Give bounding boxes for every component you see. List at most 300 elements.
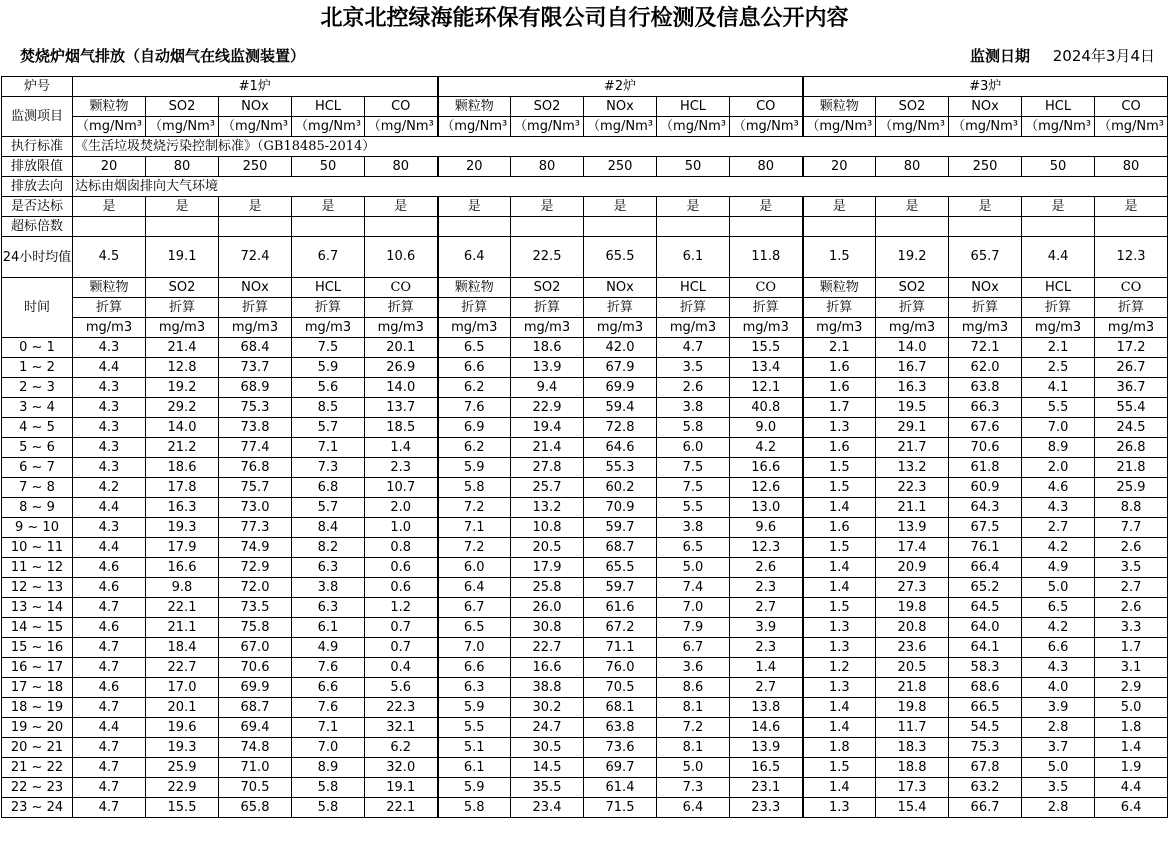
hour-value: 1.2 [365, 598, 438, 618]
hour-value: 4.9 [292, 638, 365, 658]
hour-value: 32.1 [365, 718, 438, 738]
hour-value: 76.1 [949, 538, 1022, 558]
compliant-value: 是 [876, 197, 949, 217]
hour-value: 21.4 [511, 438, 584, 458]
hour-value: 0.8 [365, 538, 438, 558]
hour-value: 5.8 [292, 778, 365, 798]
hour-value: 2.7 [1022, 518, 1095, 538]
exceed-value [365, 217, 438, 237]
hour-value: 6.5 [1022, 598, 1095, 618]
hour-value: 70.6 [949, 438, 1022, 458]
hour-value: 0.4 [365, 658, 438, 678]
table-row [2, 338, 1168, 358]
hour-value: 26.8 [1095, 438, 1168, 458]
hour-value: 7.0 [657, 598, 730, 618]
hour-value: 17.4 [876, 538, 949, 558]
hour-value: 65.5 [584, 558, 657, 578]
table-row [2, 738, 1168, 758]
hour-value: 76.8 [219, 458, 292, 478]
hour-value: 65.2 [949, 578, 1022, 598]
hour-value: 35.5 [511, 778, 584, 798]
hour-value: 73.0 [219, 498, 292, 518]
hour-value: 2.6 [730, 558, 803, 578]
hour-value: 6.6 [1022, 638, 1095, 658]
hour-value: 64.6 [584, 438, 657, 458]
hour-value: 5.8 [438, 798, 511, 818]
compliant-value: 是 [657, 197, 730, 217]
hour-value: 12.6 [730, 478, 803, 498]
hour-value: 1.4 [803, 498, 876, 518]
hour-value: 9.8 [146, 578, 219, 598]
unit-m3: mg/m3 [365, 318, 438, 338]
hour-value: 63.8 [949, 378, 1022, 398]
hour-value: 1.3 [803, 418, 876, 438]
hour-value: 7.0 [292, 738, 365, 758]
hour-value: 5.0 [657, 558, 730, 578]
hour-value: 64.3 [949, 498, 1022, 518]
hour-value: 65.8 [219, 798, 292, 818]
hour-value: 1.5 [803, 598, 876, 618]
hour-value: 5.0 [1022, 578, 1095, 598]
hour-value: 77.4 [219, 438, 292, 458]
limit-value: 20 [803, 157, 876, 177]
hour-value: 71.1 [584, 638, 657, 658]
hour-value: 6.7 [438, 598, 511, 618]
destination-label: 排放去向 [2, 177, 73, 197]
avg24-value: 19.1 [146, 237, 219, 278]
hour-value: 6.4 [657, 798, 730, 818]
hour-value: 64.5 [949, 598, 1022, 618]
time-label: 时间 [2, 278, 73, 338]
hour-value: 63.2 [949, 778, 1022, 798]
compliant-value: 是 [73, 197, 146, 217]
hour-value: 18.6 [511, 338, 584, 358]
hour-value: 60.2 [584, 478, 657, 498]
hour-value: 6.3 [292, 598, 365, 618]
hour-value: 55.3 [584, 458, 657, 478]
hour-value: 7.0 [1022, 418, 1095, 438]
compliant-value: 是 [584, 197, 657, 217]
table-row [2, 558, 1168, 578]
hour-value: 2.9 [1095, 678, 1168, 698]
hour-value: 4.3 [73, 418, 146, 438]
hour-value: 4.2 [730, 438, 803, 458]
hour-value: 66.4 [949, 558, 1022, 578]
hour-value: 5.9 [438, 778, 511, 798]
furnace-no-label: 炉号 [2, 77, 73, 97]
hour-value: 7.6 [292, 698, 365, 718]
exceed-value [73, 217, 146, 237]
hour-value: 13.7 [365, 398, 438, 418]
hour-value: 14.5 [511, 758, 584, 778]
table-row [2, 458, 1168, 478]
table-row [2, 538, 1168, 558]
hour-value: 69.7 [584, 758, 657, 778]
hour-value: 4.7 [73, 758, 146, 778]
convert-label: 折算 [292, 298, 365, 318]
unit-cell: （mg/Nm³ [949, 117, 1022, 137]
hour-value: 19.3 [146, 738, 219, 758]
hour-value: 19.1 [365, 778, 438, 798]
avg24-value: 19.2 [876, 237, 949, 278]
compliant-value: 是 [730, 197, 803, 217]
hour-range: 18 ~ 19 [2, 698, 73, 718]
hour-value: 71.0 [219, 758, 292, 778]
avg24-value: 11.8 [730, 237, 803, 278]
hour-value: 71.5 [584, 798, 657, 818]
hour-value: 16.6 [146, 558, 219, 578]
hour-value: 29.2 [146, 398, 219, 418]
hour-value: 21.2 [146, 438, 219, 458]
hour-value: 12.1 [730, 378, 803, 398]
hour-value: 6.9 [438, 418, 511, 438]
exceed-value [219, 217, 292, 237]
exceed-value [949, 217, 1022, 237]
pollutant-header: SO2 [146, 97, 219, 117]
hour-value: 2.6 [1095, 538, 1168, 558]
hour-value: 5.8 [657, 418, 730, 438]
hour-value: 6.1 [438, 758, 511, 778]
hour-value: 64.1 [949, 638, 1022, 658]
hour-value: 68.6 [949, 678, 1022, 698]
unit-m3: mg/m3 [146, 318, 219, 338]
hour-value: 8.1 [657, 738, 730, 758]
hour-value: 16.3 [876, 378, 949, 398]
hour-value: 2.7 [1095, 578, 1168, 598]
hour-value: 16.6 [511, 658, 584, 678]
hour-value: 4.3 [73, 438, 146, 458]
hour-range: 9 ~ 10 [2, 518, 73, 538]
avg24-value: 4.5 [73, 237, 146, 278]
hour-range: 15 ~ 16 [2, 638, 73, 658]
hour-value: 0.6 [365, 578, 438, 598]
hour-value: 15.5 [146, 798, 219, 818]
hour-value: 38.8 [511, 678, 584, 698]
hour-value: 19.3 [146, 518, 219, 538]
standard-label: 执行标准 [2, 137, 73, 157]
hour-value: 6.4 [438, 578, 511, 598]
limit-value: 250 [584, 157, 657, 177]
hour-value: 8.6 [657, 678, 730, 698]
hour-value: 25.9 [1095, 478, 1168, 498]
pollutant-subheader: 颗粒物 [73, 278, 146, 298]
hour-range: 20 ~ 21 [2, 738, 73, 758]
table-row [2, 598, 1168, 618]
hour-value: 1.4 [803, 558, 876, 578]
hour-value: 6.6 [292, 678, 365, 698]
exceed-value [876, 217, 949, 237]
hour-value: 72.0 [219, 578, 292, 598]
table-row [2, 358, 1168, 378]
limit-value: 50 [1022, 157, 1095, 177]
hour-value: 17.9 [511, 558, 584, 578]
pollutant-subheader: NOx [584, 278, 657, 298]
pollutant-header: NOx [219, 97, 292, 117]
pollutant-header: HCL [292, 97, 365, 117]
hour-value: 76.0 [584, 658, 657, 678]
compliant-value: 是 [949, 197, 1022, 217]
compliant-value: 是 [1095, 197, 1168, 217]
hour-value: 4.4 [73, 718, 146, 738]
limit-value: 20 [73, 157, 146, 177]
hour-value: 10.7 [365, 478, 438, 498]
hour-value: 4.1 [1022, 378, 1095, 398]
hour-value: 61.6 [584, 598, 657, 618]
hour-value: 70.6 [219, 658, 292, 678]
hour-value: 73.8 [219, 418, 292, 438]
limit-value: 80 [730, 157, 803, 177]
hour-value: 69.9 [219, 678, 292, 698]
hour-value: 1.4 [803, 778, 876, 798]
exceed-value [730, 217, 803, 237]
unit-cell: （mg/Nm³ [1095, 117, 1168, 137]
hour-value: 68.7 [219, 698, 292, 718]
hour-value: 21.8 [876, 678, 949, 698]
hour-value: 69.9 [584, 378, 657, 398]
unit-m3: mg/m3 [292, 318, 365, 338]
hour-value: 66.3 [949, 398, 1022, 418]
avg24-value: 10.6 [365, 237, 438, 278]
hour-value: 17.0 [146, 678, 219, 698]
limit-value: 80 [511, 157, 584, 177]
pollutant-header: CO [365, 97, 438, 117]
hour-value: 4.7 [73, 738, 146, 758]
hour-value: 77.3 [219, 518, 292, 538]
hour-value: 69.4 [219, 718, 292, 738]
hour-value: 66.5 [949, 698, 1022, 718]
unit-cell: （mg/Nm³ [219, 117, 292, 137]
hour-value: 55.4 [1095, 398, 1168, 418]
hour-value: 7.1 [292, 438, 365, 458]
pollutant-subheader: SO2 [876, 278, 949, 298]
hour-value: 19.8 [876, 698, 949, 718]
avg24-value: 1.5 [803, 237, 876, 278]
hour-value: 1.3 [803, 618, 876, 638]
hour-value: 4.2 [73, 478, 146, 498]
hour-value: 17.3 [876, 778, 949, 798]
hour-value: 26.0 [511, 598, 584, 618]
hour-value: 2.0 [365, 498, 438, 518]
hour-value: 18.8 [876, 758, 949, 778]
hour-value: 12.8 [146, 358, 219, 378]
unit-cell: （mg/Nm³ [803, 117, 876, 137]
hour-value: 68.1 [584, 698, 657, 718]
hour-value: 2.7 [730, 678, 803, 698]
hour-value: 74.9 [219, 538, 292, 558]
hour-value: 67.2 [584, 618, 657, 638]
hour-value: 25.7 [511, 478, 584, 498]
monitor-date [970, 46, 1155, 66]
hour-value: 3.9 [1022, 698, 1095, 718]
unit-cell: （mg/Nm³ [876, 117, 949, 137]
hour-value: 3.3 [1095, 618, 1168, 638]
hour-value: 4.6 [73, 678, 146, 698]
hour-value: 6.3 [438, 678, 511, 698]
hour-value: 1.3 [803, 798, 876, 818]
hour-range: 7 ~ 8 [2, 478, 73, 498]
hour-value: 2.1 [1022, 338, 1095, 358]
hour-value: 6.0 [657, 438, 730, 458]
hour-value: 30.5 [511, 738, 584, 758]
limit-value: 250 [949, 157, 1022, 177]
hour-value: 1.8 [803, 738, 876, 758]
hour-value: 22.3 [365, 698, 438, 718]
hour-range: 1 ~ 2 [2, 358, 73, 378]
limit-value: 80 [1095, 157, 1168, 177]
hour-value: 6.8 [292, 478, 365, 498]
hour-value: 26.9 [365, 358, 438, 378]
hour-value: 24.7 [511, 718, 584, 738]
hour-value: 6.5 [657, 538, 730, 558]
pollutant-subheader: 颗粒物 [803, 278, 876, 298]
hour-value: 18.3 [876, 738, 949, 758]
hour-value: 4.3 [73, 378, 146, 398]
hour-value: 21.1 [876, 498, 949, 518]
table-row [2, 658, 1168, 678]
hour-value: 3.7 [1022, 738, 1095, 758]
hour-value: 25.9 [146, 758, 219, 778]
limit-value: 50 [292, 157, 365, 177]
pollutant-header: NOx [949, 97, 1022, 117]
hour-value: 20.1 [146, 698, 219, 718]
limit-value: 80 [876, 157, 949, 177]
convert-label: 折算 [146, 298, 219, 318]
hour-value: 7.3 [657, 778, 730, 798]
hour-value: 1.4 [803, 698, 876, 718]
hour-range: 0 ~ 1 [2, 338, 73, 358]
hour-value: 6.1 [292, 618, 365, 638]
hour-value: 3.8 [657, 518, 730, 538]
hour-value: 4.7 [657, 338, 730, 358]
hour-value: 63.8 [584, 718, 657, 738]
hour-range: 13 ~ 14 [2, 598, 73, 618]
hour-value: 27.8 [511, 458, 584, 478]
hour-value: 23.1 [730, 778, 803, 798]
table-row [2, 518, 1168, 538]
hour-value: 19.4 [511, 418, 584, 438]
emission-table [1, 76, 1168, 818]
pollutant-subheader: SO2 [511, 278, 584, 298]
convert-label: 折算 [73, 298, 146, 318]
hour-value: 2.8 [1022, 798, 1095, 818]
hour-value: 19.2 [146, 378, 219, 398]
hour-value: 22.3 [876, 478, 949, 498]
hour-value: 4.6 [73, 618, 146, 638]
hour-value: 60.9 [949, 478, 1022, 498]
hour-value: 7.1 [438, 518, 511, 538]
hour-value: 1.4 [1095, 738, 1168, 758]
hour-value: 4.6 [73, 558, 146, 578]
hour-value: 1.8 [1095, 718, 1168, 738]
hour-value: 72.8 [584, 418, 657, 438]
unit-m3: mg/m3 [1022, 318, 1095, 338]
hour-value: 54.5 [949, 718, 1022, 738]
hour-value: 2.0 [1022, 458, 1095, 478]
pollutant-header: SO2 [876, 97, 949, 117]
unit-m3: mg/m3 [730, 318, 803, 338]
hour-value: 4.7 [73, 798, 146, 818]
hour-value: 2.3 [730, 638, 803, 658]
avg24-value: 65.5 [584, 237, 657, 278]
hour-range: 8 ~ 9 [2, 498, 73, 518]
hour-value: 22.9 [146, 778, 219, 798]
hour-value: 2.6 [1095, 598, 1168, 618]
hour-value: 22.1 [365, 798, 438, 818]
hour-value: 2.3 [730, 578, 803, 598]
hour-value: 20.5 [511, 538, 584, 558]
hour-value: 73.6 [584, 738, 657, 758]
hour-value: 2.5 [1022, 358, 1095, 378]
hour-value: 5.9 [438, 698, 511, 718]
unit-m3: mg/m3 [657, 318, 730, 338]
hour-value: 4.4 [73, 538, 146, 558]
hour-value: 7.6 [292, 658, 365, 678]
hour-value: 4.3 [73, 338, 146, 358]
hour-range: 6 ~ 7 [2, 458, 73, 478]
hour-value: 16.6 [730, 458, 803, 478]
convert-label: 折算 [438, 298, 511, 318]
table-row [2, 798, 1168, 818]
pollutant-subheader: CO [365, 278, 438, 298]
pollutant-header: NOx [584, 97, 657, 117]
unit-cell: （mg/Nm³ [584, 117, 657, 137]
hour-value: 13.9 [511, 358, 584, 378]
table-row [2, 778, 1168, 798]
hour-range: 5 ~ 6 [2, 438, 73, 458]
furnace-header: #2炉 [438, 77, 803, 97]
hour-value: 59.7 [584, 578, 657, 598]
hour-value: 7.6 [438, 398, 511, 418]
pollutant-subheader: CO [1095, 278, 1168, 298]
hour-value: 5.6 [292, 378, 365, 398]
date-label: 监测日期 [969, 47, 1030, 65]
hour-value: 74.8 [219, 738, 292, 758]
avg24-value: 22.5 [511, 237, 584, 278]
hour-value: 3.5 [657, 358, 730, 378]
hour-value: 5.7 [292, 418, 365, 438]
convert-label: 折算 [730, 298, 803, 318]
hour-value: 13.9 [876, 518, 949, 538]
hour-value: 4.6 [73, 578, 146, 598]
hour-value: 6.2 [438, 438, 511, 458]
pollutant-subheader: HCL [657, 278, 730, 298]
compliant-value: 是 [511, 197, 584, 217]
hour-value: 59.7 [584, 518, 657, 538]
hour-range: 16 ~ 17 [2, 658, 73, 678]
hour-value: 1.3 [803, 638, 876, 658]
avg24-value: 6.7 [292, 237, 365, 278]
hour-value: 4.3 [73, 458, 146, 478]
hour-value: 36.7 [1095, 378, 1168, 398]
hour-value: 7.0 [438, 638, 511, 658]
unit-cell: （mg/Nm³ [292, 117, 365, 137]
hour-value: 7.4 [657, 578, 730, 598]
hour-value: 1.7 [1095, 638, 1168, 658]
hour-range: 2 ~ 3 [2, 378, 73, 398]
avg24-value: 4.4 [1022, 237, 1095, 278]
table-row [2, 498, 1168, 518]
hour-value: 72.9 [219, 558, 292, 578]
hour-value: 3.8 [657, 398, 730, 418]
hour-value: 18.4 [146, 638, 219, 658]
hour-value: 4.3 [73, 398, 146, 418]
limit-label: 排放限值 [2, 157, 73, 177]
hour-value: 3.9 [730, 618, 803, 638]
pollutant-subheader: SO2 [146, 278, 219, 298]
pollutant-header: HCL [1022, 97, 1095, 117]
hour-value: 8.5 [292, 398, 365, 418]
hour-value: 1.5 [803, 758, 876, 778]
